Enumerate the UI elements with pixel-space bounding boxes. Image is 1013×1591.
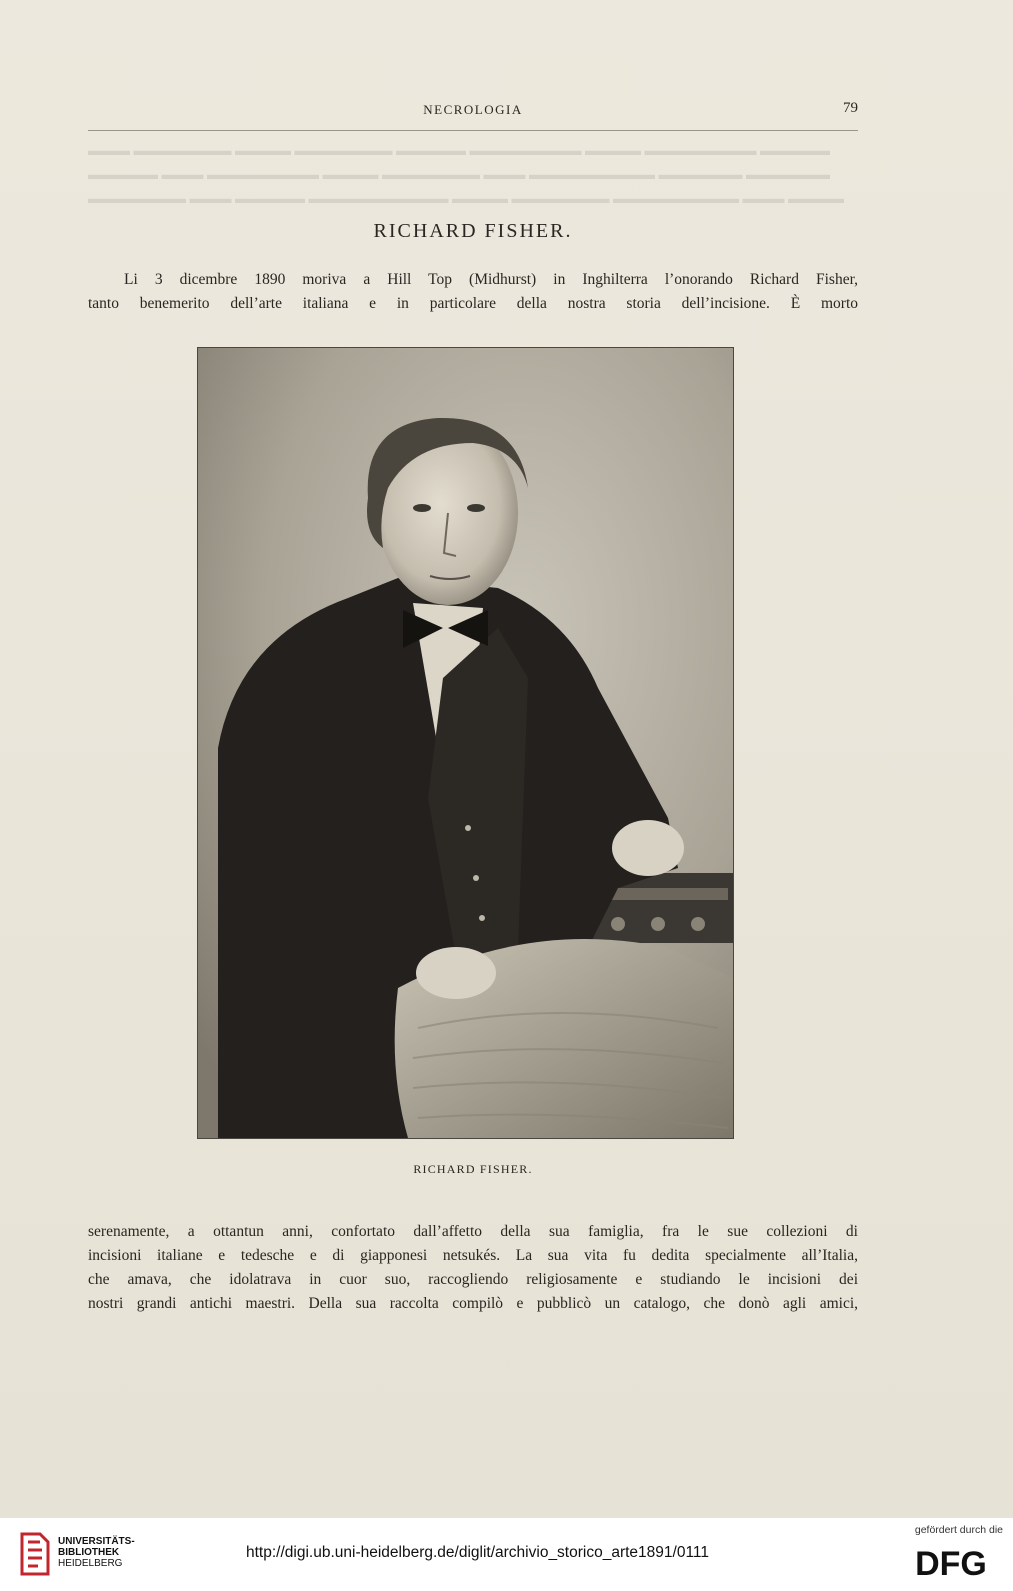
permalink-url[interactable]: http://digi.ub.uni-heidelberg.de/diglit/archivio_storico_arte1891/0111 xyxy=(246,1544,710,1561)
library-name-line: UNIVERSITÄTS- xyxy=(58,1536,135,1547)
text-line: che amava, che idolatrava in cuor suo, raccogliendo religiosamente e studiando le incisioni dei xyxy=(88,1271,858,1288)
text-line: incisioni italiane e tedesche e di giapponesi netsukés. La sua vita fu dedita specialmente all’Italia, xyxy=(88,1247,858,1264)
page-number: 79 xyxy=(843,100,858,116)
portrait-photograph xyxy=(197,347,734,1139)
text-line: serenamente, a ottantun anni, confortato dall’affetto della sua famiglia, fra le sue collezioni di xyxy=(88,1223,858,1240)
text-line: nostri grandi antichi maestri. Della sua raccolta compilò e pubblicò un catalogo, che donò agli amici, xyxy=(88,1295,858,1312)
text-line: Li 3 dicembre 1890 moriva a Hill Top (Midhurst) in Inghilterra l’onorando Richard Fisher, xyxy=(124,271,858,288)
text-line: tanto benemerito dell’arte italiana e in particolare della nostra storia dell’incisione. È morto xyxy=(88,295,858,312)
figure-caption: RICHARD FISHER. xyxy=(413,1162,533,1176)
library-logo-icon xyxy=(14,1528,56,1580)
running-head xyxy=(88,100,858,122)
funder-note: gefördert durch die xyxy=(914,1524,1003,1536)
library-name xyxy=(58,1536,135,1569)
closing-paragraph xyxy=(88,1220,858,1316)
library-name-line: BIBLIOTHEK xyxy=(58,1547,120,1558)
intro-paragraph xyxy=(88,268,858,316)
library-name-line: HEIDELBERG xyxy=(58,1558,123,1569)
dfg-logo-icon xyxy=(903,1540,999,1580)
header-rule xyxy=(88,130,858,131)
article-title: RICHARD FISHER. xyxy=(373,220,573,242)
dfg-logo-text: DFG xyxy=(915,1545,987,1580)
running-title: NECROLOGIA xyxy=(423,102,523,117)
portrait-image xyxy=(198,348,733,1138)
show-through-text: ▬▬▬ ▬▬▬▬▬▬▬ ▬▬▬▬ ▬▬▬▬▬▬▬ ▬▬▬▬▬ ▬▬▬▬▬▬▬▬ ▬▬▬▬ ▬▬▬▬▬▬▬▬ ▬▬▬▬▬ ▬▬▬▬▬ ▬▬▬ ▬▬▬▬▬▬▬▬ ▬▬▬▬ ▬▬▬▬▬▬▬ ▬▬▬ ▬▬▬▬▬▬▬▬▬ ▬▬▬▬▬▬ ▬▬▬▬▬▬ ▬▬▬▬▬▬▬ ▬▬▬ ▬▬▬▬▬ ▬▬▬▬▬▬▬▬▬▬ ▬▬▬▬ ▬▬▬▬▬▬▬ ▬▬▬▬▬▬▬▬▬ ▬▬▬ ▬▬▬▬ xyxy=(88,144,844,207)
viewer-footer xyxy=(0,1518,1013,1591)
